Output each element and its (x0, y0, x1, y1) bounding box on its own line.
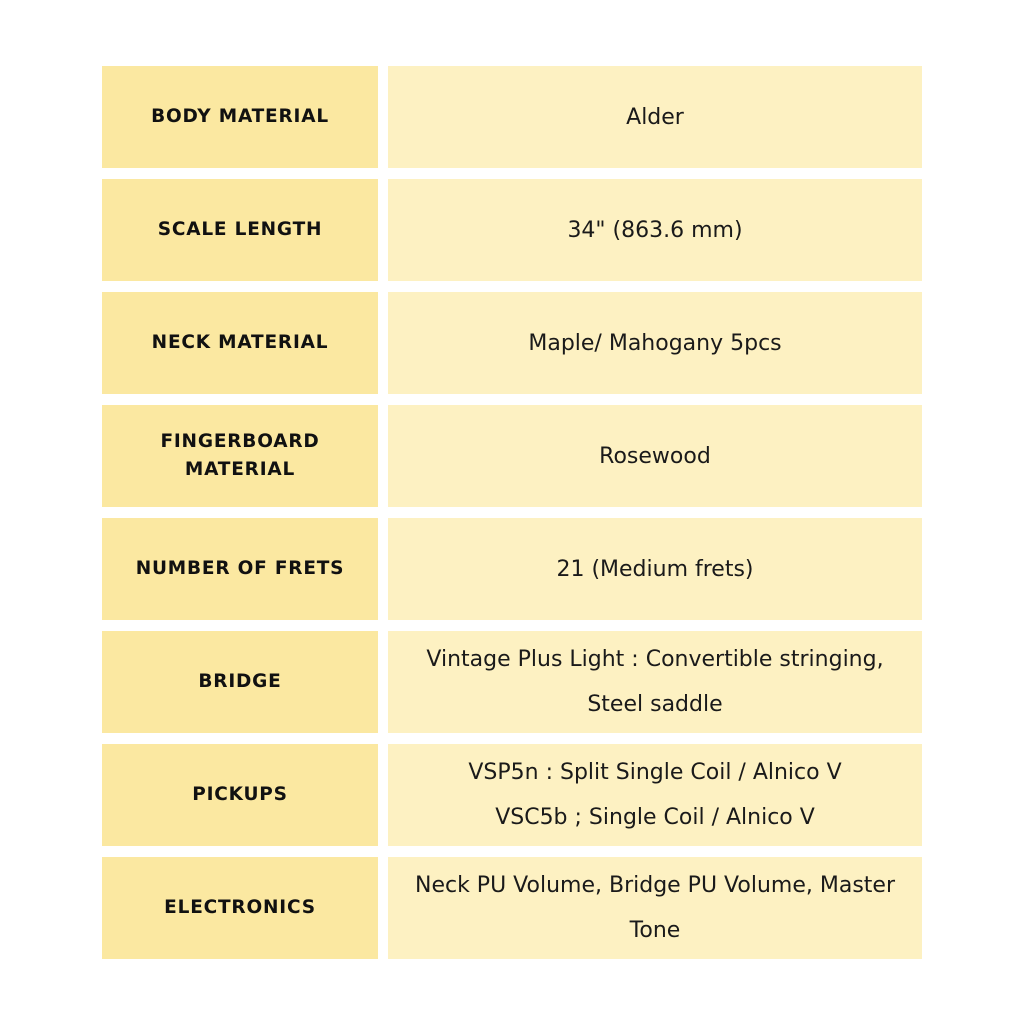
spec-value-cell (388, 66, 922, 168)
spec-value-cell (388, 857, 922, 959)
spec-value-cell (388, 744, 922, 846)
spec-value: 21 (Medium frets) (556, 556, 754, 582)
spec-row-fingerboard-material (102, 405, 922, 507)
spec-label-cell (102, 292, 378, 394)
spec-label: NECK MATERIAL (151, 332, 329, 353)
spec-label-cell (102, 518, 378, 620)
spec-label: NUMBER OF FRETS (135, 558, 345, 579)
spec-row-pickups (102, 744, 922, 846)
spec-label-cell (102, 66, 378, 168)
spec-value-cell (388, 179, 922, 281)
spec-label-cell (102, 179, 378, 281)
spec-value: Maple/ Mahogany 5pcs (528, 330, 782, 356)
spec-label-cell (102, 744, 378, 846)
spec-value: VSP5n : Split Single Coil / Alnico V VSC5b ; Single Coil / Alnico V (468, 760, 842, 830)
spec-row-bridge (102, 631, 922, 733)
spec-label: FINGERBOARD MATERIAL (160, 431, 320, 480)
spec-value: Neck PU Volume, Bridge PU Volume, Master Tone (414, 873, 895, 943)
spec-table (102, 66, 922, 959)
spec-value: 34" (863.6 mm) (567, 217, 743, 243)
spec-label-cell (102, 857, 378, 959)
spec-row-neck-material (102, 292, 922, 394)
spec-value-cell (388, 405, 922, 507)
spec-label: PICKUPS (192, 784, 288, 805)
spec-value: Alder (626, 104, 684, 130)
spec-label-cell (102, 631, 378, 733)
spec-row-electronics (102, 857, 922, 959)
spec-value: Vintage Plus Light : Convertible stringing, Steel saddle (426, 647, 884, 717)
spec-row-scale-length (102, 179, 922, 281)
spec-value-cell (388, 292, 922, 394)
spec-row-number-of-frets (102, 518, 922, 620)
spec-label-cell (102, 405, 378, 507)
spec-value-cell (388, 631, 922, 733)
spec-value: Rosewood (599, 443, 711, 469)
spec-label: BODY MATERIAL (151, 106, 329, 127)
spec-label: BRIDGE (198, 671, 282, 692)
spec-value-cell (388, 518, 922, 620)
spec-label: ELECTRONICS (164, 897, 316, 918)
spec-row-body-material (102, 66, 922, 168)
spec-label: SCALE LENGTH (157, 219, 323, 240)
